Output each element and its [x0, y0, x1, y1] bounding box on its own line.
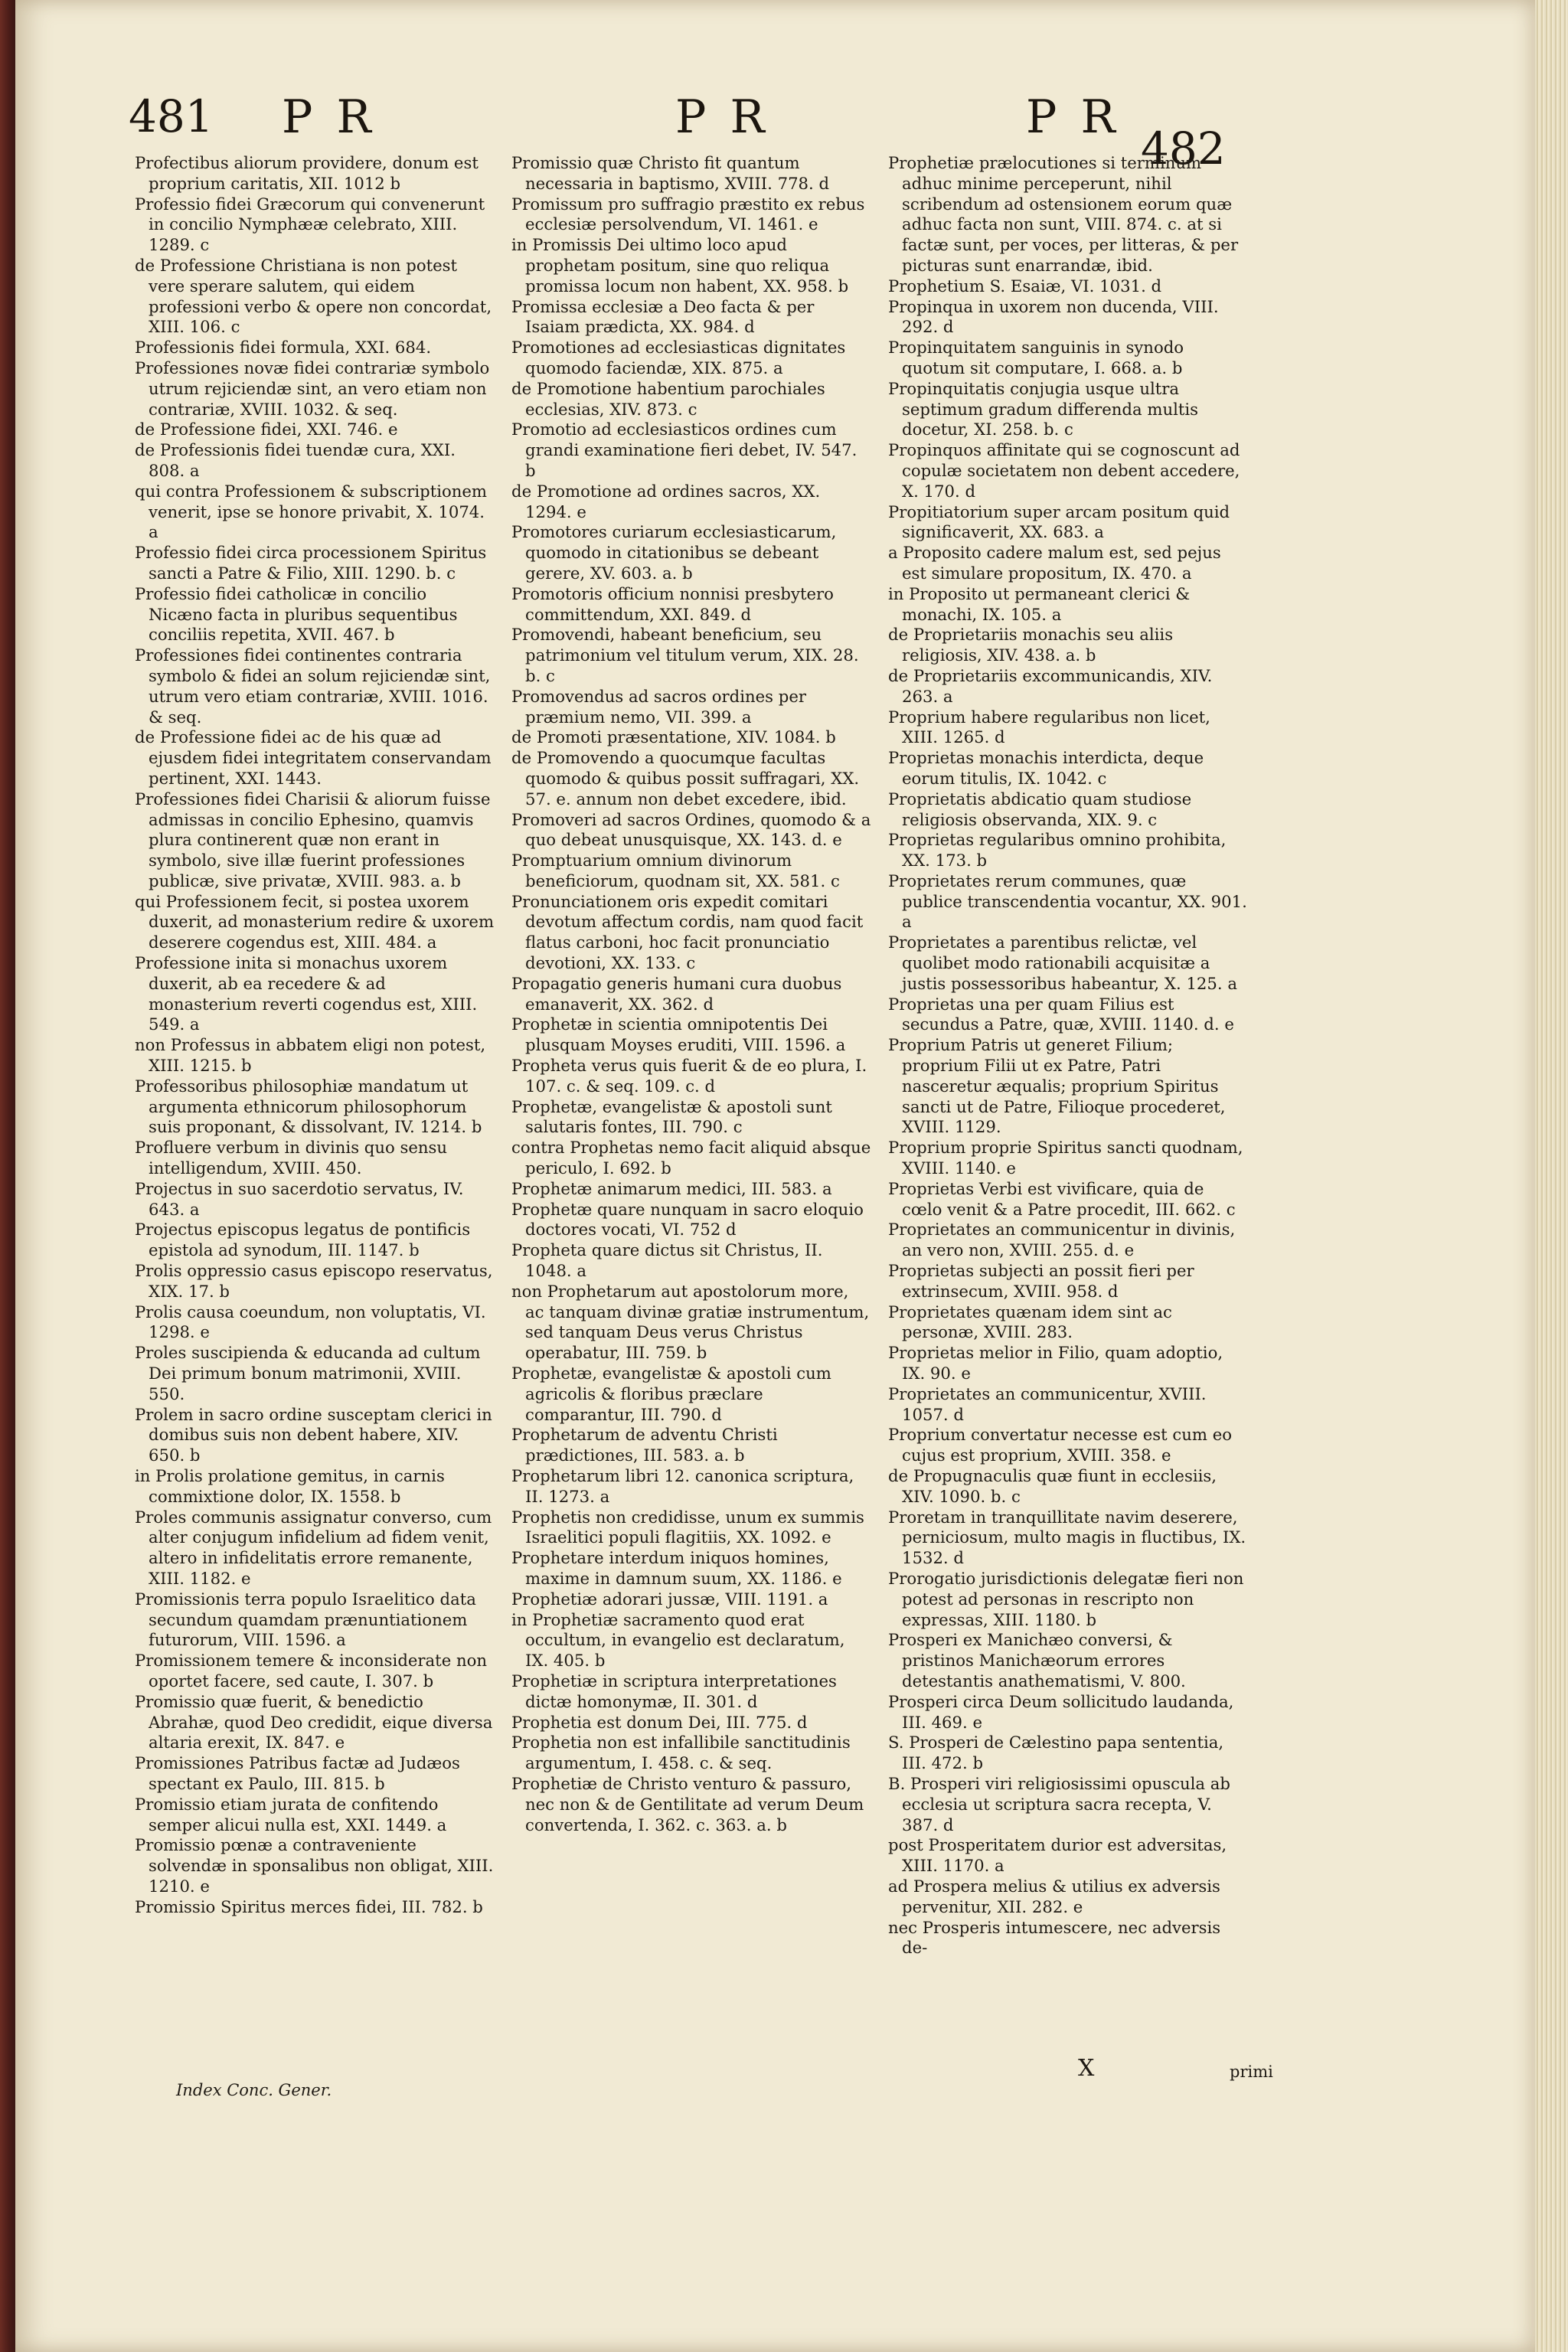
index-entry: Prophetarum libri 12. canonica scriptura, II. 1273. a	[511, 1466, 854, 1506]
index-entry: Prolem in sacro ordine susceptam clerici in domibus suis non debent habere, XIV. 650. b	[135, 1404, 492, 1465]
index-entry: Promovendi, habeant beneficium, seu patrimonium vel titulum verum, XIX. 28. b. c	[511, 625, 859, 685]
signature-mark: X	[1078, 2055, 1095, 2082]
index-entry: in Promissis Dei ultimo loco apud prophetam positum, sine quo reliqua promissa locum non habent, XX. 958. b	[511, 235, 849, 296]
index-entry: de Professione fidei ac de his quæ ad ejusdem fidei integritatem conservandam pertinent, XXI. 1443.	[135, 727, 492, 788]
index-entry: de Propugnaculis quæ fiunt in ecclesiis, XIV. 1090. b. c	[888, 1466, 1217, 1506]
index-entry: Prophetiæ adorari jussæ, VIII. 1191. a	[511, 1589, 828, 1609]
index-entry: in Prophetiæ sacramento quod erat occultum, in evangelio est declaratum, IX. 405. b	[511, 1609, 845, 1671]
index-entry: Prolis causa coeundum, non voluptatis, VI. 1298. e	[135, 1302, 486, 1342]
index-entry: Pronunciationem oris expedit comitari devotum affectum cordis, nam quod facit flatus carboni, hoc facit pronunciatio devotioni, XX. 133. c	[511, 891, 864, 973]
index-entry: Prophetis non credidisse, unum ex summis Israelitici populi flagitiis, XX. 1092. e	[511, 1507, 864, 1547]
index-entry: de Promovendo a quocumque facultas quomodo & quibus possit suffragari, XX. 57. e. annum non debet excedere, ibid.	[511, 748, 860, 808]
index-entry: Prorogatio jurisdictionis delegatæ fieri non potest ad personas in rescripto non expressas, XIII. 1180. b	[888, 1568, 1244, 1629]
index-entry: Propagatio generis humani cura duobus emanaverit, XX. 362. d	[511, 973, 842, 1014]
index-entry: Promotiones ad ecclesiasticas dignitates quomodo faciendæ, XIX. 875. a	[511, 338, 846, 377]
index-entry: Prophetiæ de Christo venturo & passuro, nec non & de Gentilitate ad verum Deum convertenda, I. 362. c. 363. a. b	[511, 1773, 864, 1834]
index-entry: de Promoti præsentatione, XIV. 1084. b	[511, 727, 836, 747]
index-entry: Propitiatorium super arcam positum quid significaverit, XX. 683. a	[888, 501, 1230, 542]
index-entry: B. Prosperi viri religiosissimi opuscula ab ecclesia ut scriptura sacra recepta, V. 387. d	[888, 1773, 1230, 1834]
index-entry: Prophetæ animarum medici, III. 583. a	[511, 1178, 832, 1198]
index-entry: Promissa ecclesiæ a Deo facta & per Isaiam prædicta, XX. 984. d	[511, 296, 815, 337]
index-entry: qui Professionem fecit, si postea uxorem duxerit, ad monasterium redire & uxorem deserere cogendus est, XIII. 484. a	[135, 891, 495, 952]
index-entry: Propheta quare dictus sit Christus, II. 1048. a	[511, 1240, 823, 1281]
index-entry: Professione inita si monachus uxorem duxerit, ab ea recedere & ad monasterium reverti cogendus est, XIII. 549. a	[135, 953, 478, 1034]
index-entry: de Promotione habentium parochiales ecclesias, XIV. 873. c	[511, 378, 825, 419]
catchword: primi	[1230, 2063, 1273, 2081]
center-running-letters: P R	[675, 90, 769, 144]
index-entry: a Proposito cadere malum est, sed pejus est simulare propositum, IX. 470. a	[888, 543, 1221, 583]
index-entry: Prophetiæ prælocutiones si terminum adhuc minime perceperunt, nihil scribendum ad ostensionem eorum quæ adhuc facta non sunt, VIII. 874. c. at si factæ sunt, per voces, per litteras, & per picturas sunt enarrandæ, ibid.	[888, 153, 1239, 275]
index-entry: Propinqua in uxorem non ducenda, VIII. 292. d	[888, 296, 1219, 337]
left-running-letters: P R	[282, 90, 376, 144]
index-entry: de Proprietariis monachis seu aliis religiosis, XIV. 438. a. b	[888, 625, 1174, 665]
index-entry: Promovendus ad sacros ordines per præmium nemo, VII. 399. a	[511, 686, 806, 727]
right-page-number: 482	[1141, 122, 1226, 175]
index-entry: Proprium convertatur necesse est cum eo cujus est proprium, XVIII. 358. e	[888, 1425, 1233, 1465]
index-entry: ad Prosperа melius & utilius ex adversis pervenitur, XII. 282. e	[888, 1876, 1220, 1916]
index-entry: Prolis oppressio casus episcopo reservatus, XIX. 17. b	[135, 1261, 493, 1301]
index-entry: Professio fidei Græcorum qui convenerunt in concilio Nymphææ celebrato, XIII. 1289. c	[135, 194, 485, 255]
index-entry: Projectus in suo sacerdotio servatus, IV. 643. a	[135, 1178, 464, 1219]
left-page-number: 481	[129, 90, 214, 142]
book-binding	[0, 0, 15, 2352]
index-entry: Prophetæ in scientia omnipotentis Dei plusquam Moyses eruditi, VIII. 1596. a	[511, 1014, 846, 1055]
index-entry: Promissio pœnæ a contraveniente solvendæ in sponsalibus non obligat, XIII. 1210. e	[135, 1835, 494, 1896]
index-entry: Prophetiæ in scriptura interpretationes dictæ homonymæ, II. 301. d	[511, 1671, 837, 1711]
index-entry: Prosperi ex Manichæo conversi, & pristinos Manichæorum errores detestantis anathematismi, V. 800.	[888, 1630, 1186, 1690]
index-entry: Promotoris officium nonnisi presbytero committendum, XXI. 849. d	[511, 583, 834, 624]
index-entry: Professiones fidei continentes contraria symbolo & fidei an solum rejiciendæ sint, utrum vero etiam contrariæ, XVIII. 1016. & seq.	[135, 645, 491, 727]
index-entry: de Professione fidei, XXI. 746. e	[135, 420, 398, 439]
index-entry: Promissio Spiritus merces fidei, III. 782. b	[135, 1896, 483, 1916]
index-entry: in Proposito ut permaneant clerici & monachi, IX. 105. a	[888, 583, 1191, 624]
index-entry: Professio fidei catholicæ in concilio Nicæno facta in pluribus sequentibus conciliis repetita, XVII. 467. b	[135, 583, 458, 645]
index-entry: Proprium proprie Spiritus sancti quodnam, XVIII. 1140. e	[888, 1138, 1243, 1178]
index-entry: Prophetarum de adventu Christi prædictiones, III. 583. a. b	[511, 1425, 778, 1465]
index-column-right	[888, 153, 1248, 1958]
index-entry: Prophetare interdum iniquos homines, maxime in damnum suum, XX. 1186. e	[511, 1548, 842, 1588]
index-entry: Professiones novæ fidei contrariæ symbolo utrum rejiciendæ sint, an vero etiam non contrariæ, XVIII. 1032. & seq.	[135, 358, 490, 419]
index-entry: Prophetia est donum Dei, III. 775. d	[511, 1712, 808, 1732]
index-entry: Prosperi circa Deum sollicitudo laudanda, III. 469. e	[888, 1691, 1234, 1732]
index-entry: Promissio quæ Christo fit quantum necessaria in baptismo, XVIII. 778. d	[511, 153, 830, 193]
index-entry: non Professus in abbatem eligi non potest, XIII. 1215. b	[135, 1035, 486, 1076]
right-running-letters: P R	[1026, 90, 1120, 144]
index-entry: Profluere verbum in divinis quo sensu intelligendum, XVIII. 450.	[135, 1138, 448, 1178]
index-entry: Promissiones Patribus factæ ad Judæos spectant ex Paulo, III. 815. b	[135, 1753, 460, 1793]
index-entry: Proprietas una per quam Filius est secundus a Patre, quæ, XVIII. 1140. d. e	[888, 994, 1234, 1034]
index-entry: in Prolis prolatione gemitus, in carnis commixtione dolor, IX. 1558. b	[135, 1466, 445, 1506]
index-entry: de Proprietariis excommunicandis, XIV. 263. a	[888, 665, 1213, 706]
index-entry: Prophetæ, evangelistæ & apostoli cum agricolis & floribus præclare comparantur, III. 790. d	[511, 1364, 831, 1424]
index-entry: Proprietates quænam idem sint ac personæ, XVIII. 283.	[888, 1302, 1172, 1342]
index-entry: Proprietas monachis interdicta, deque eorum titulis, IX. 1042. c	[888, 748, 1204, 788]
index-entry: Promotio ad ecclesiasticos ordines cum grandi examinatione fieri debet, IV. 547. b	[511, 420, 858, 480]
index-entry: de Professionis fidei tuendæ cura, XXI. 808. a	[135, 440, 456, 480]
index-entry: Proprietas regularibus omnino prohibita, XX. 173. b	[888, 830, 1227, 871]
index-entry: de Professione Christiana is non potest vere sperare salutem, qui eidem professioni verbo & opere non concordat, XIII. 106. c	[135, 255, 492, 337]
index-entry: Promptuarium omnium divinorum beneficiorum, quodnam sit, XX. 581. c	[511, 851, 840, 890]
index-entry: Proles communis assignatur converso, cum alter conjugum infidelium ad fidem venit, altero in infidelitatis errore remanente, XIII. 1182. e	[135, 1507, 492, 1588]
index-column-left	[135, 153, 495, 1918]
index-entry: Prophetium S. Esaiæ, VI. 1031. d	[888, 276, 1162, 296]
index-entry: de Promotione ad ordines sacros, XX. 1294. e	[511, 481, 821, 521]
index-entry: Promotores curiarum ecclesiasticarum, quomodo in citationibus se debeant gerere, XV. 603. a. b	[511, 522, 837, 583]
index-entry: Proprietates an communicentur, XVIII. 1057. d	[888, 1383, 1207, 1424]
index-entry: Propinquos affinitate qui se cognoscunt ad copulæ societatem non debent accedere, X. 170. d	[888, 440, 1240, 501]
index-entry: contra Prophetas nemo facit aliquid absque periculo, I. 692. b	[511, 1138, 871, 1178]
index-entry: Proretam in tranquillitate navim deserere, perniciosum, multo magis in fluctibus, IX. 1532. d	[888, 1507, 1246, 1568]
index-entry: Propinquitatis conjugia usque ultra septimum gradum differenda multis docetur, XI. 258. b. c	[888, 378, 1199, 439]
index-entry: Prophetæ, evangelistæ & apostoli sunt salutaris fontes, III. 790. c	[511, 1096, 832, 1137]
index-entry: Proprietas Verbi est vivificare, quia de cœlo venit & a Patre procedit, III. 662. c	[888, 1178, 1236, 1219]
page-edges	[1535, 0, 1568, 2352]
index-entry: S. Prosperi de Cælestino papa sententia, III. 472. b	[888, 1733, 1224, 1773]
index-column-center	[511, 153, 871, 1835]
index-entry: post Prosperitatem durior est adversitas, XIII. 1170. a	[888, 1835, 1227, 1876]
index-entry: Professiones fidei Charisii & aliorum fuisse admissas in concilio Ephesino, quamvis plura continerent quæ non erant in symbolo, sive illæ fuerint professiones publicæ, sive privatæ, XVIII. 983. a. b	[135, 789, 491, 890]
index-entry: Prophetæ quare nunquam in sacro eloquio doctores vocati, VI. 752 d	[511, 1199, 864, 1240]
index-entry: Propinquitatem sanguinis in synodo quotum sit computare, I. 668. a. b	[888, 338, 1184, 377]
index-entry: Promoveri ad sacros Ordines, quomodo & a quo debeat unusquisque, XX. 143. d. e	[511, 809, 871, 850]
index-entry: Projectus episcopus legatus de pontificis epistola ad synodum, III. 1147. b	[135, 1220, 471, 1260]
index-entry: Professio fidei circa processionem Spiritus sancti a Patre & Filio, XIII. 1290. b. c	[135, 543, 487, 583]
index-entry: Promissio etiam jurata de confitendo semper alicui nulla est, XXI. 1449. a	[135, 1794, 447, 1834]
index-entry: Professionis fidei formula, XXI. 684.	[135, 338, 432, 358]
index-entry: non Prophetarum aut apostolorum more, ac tanquam divinæ gratiæ instrumentum, sed tanquam Deus verus Christus operabatur, III. 759. b	[511, 1281, 870, 1363]
index-entry: Promissionem temere & inconsiderate non oportet facere, sed caute, I. 307. b	[135, 1651, 488, 1690]
index-entry: Proprietates an communicentur in divinis, an vero non, XVIII. 255. d. e	[888, 1220, 1236, 1260]
index-entry: nec Prosperis intumescere, nec adversis de-	[888, 1917, 1221, 1958]
index-entry: Proprietatis abdicatio quam studiose religiosis observanda, XIX. 9. c	[888, 789, 1192, 829]
index-entry: Proprietates a parentibus relictæ, vel quolibet modo rationabili acquisitæ a justis possessoribus habeantur, X. 125. a	[888, 933, 1237, 993]
index-entry: Proprietas melior in Filio, quam adoptio, IX. 90. e	[888, 1343, 1223, 1383]
index-entry: Proprium habere regularibus non licet, XIII. 1265. d	[888, 707, 1210, 747]
index-entry: Professoribus philosophiæ mandatum ut argumenta ethnicorum philosophorum suis proponant, & dissolvant, IV. 1214. b	[135, 1076, 482, 1137]
index-entry: Promissionis terra populo Israelitico data secundum quamdam prænuntiationem futurorum, VIII. 1596. a	[135, 1589, 476, 1650]
index-entry: Propheta verus quis fuerit & de eo plura, I. 107. c. & seq. 109. c. d	[511, 1056, 867, 1096]
index-entry: Proprietates rerum communes, quæ publice transcendentia vocantur, XX. 901. a	[888, 871, 1247, 932]
index-entry: Proprietas subjecti an possit fieri per extrinsecum, XVIII. 958. d	[888, 1261, 1194, 1301]
index-entry: Profectibus aliorum providere, donum est proprium caritatis, XII. 1012 b	[135, 153, 479, 193]
index-entry: Promissio quæ fuerit, & benedictio Abrahæ, quod Deo credidit, eique diversa altaria erexit, IX. 847. e	[135, 1691, 493, 1753]
index-entry: Proprium Patris ut generet Filium; proprium Filii ut ex Patre, Patri nasceretur æqualis; proprium Spiritus sancti ut de Patre, Filioque procederet, XVIII. 1129.	[888, 1035, 1226, 1137]
index-entry: Promissum pro suffragio præstito ex rebus ecclesiæ persolvendum, VI. 1461. e	[511, 194, 865, 234]
running-footer-title: Index Conc. Gener.	[176, 2081, 332, 2099]
index-entry: Proles suscipienda & educanda ad cultum Dei primum bonum matrimonii, XVIII. 550.	[135, 1343, 481, 1403]
index-entry: Prophetia non est infallibile sanctitudinis argumentum, I. 458. c. & seq.	[511, 1733, 851, 1773]
index-entry: qui contra Professionem & subscriptionem venerit, ipse se honore privabit, X. 1074. a	[135, 481, 488, 542]
